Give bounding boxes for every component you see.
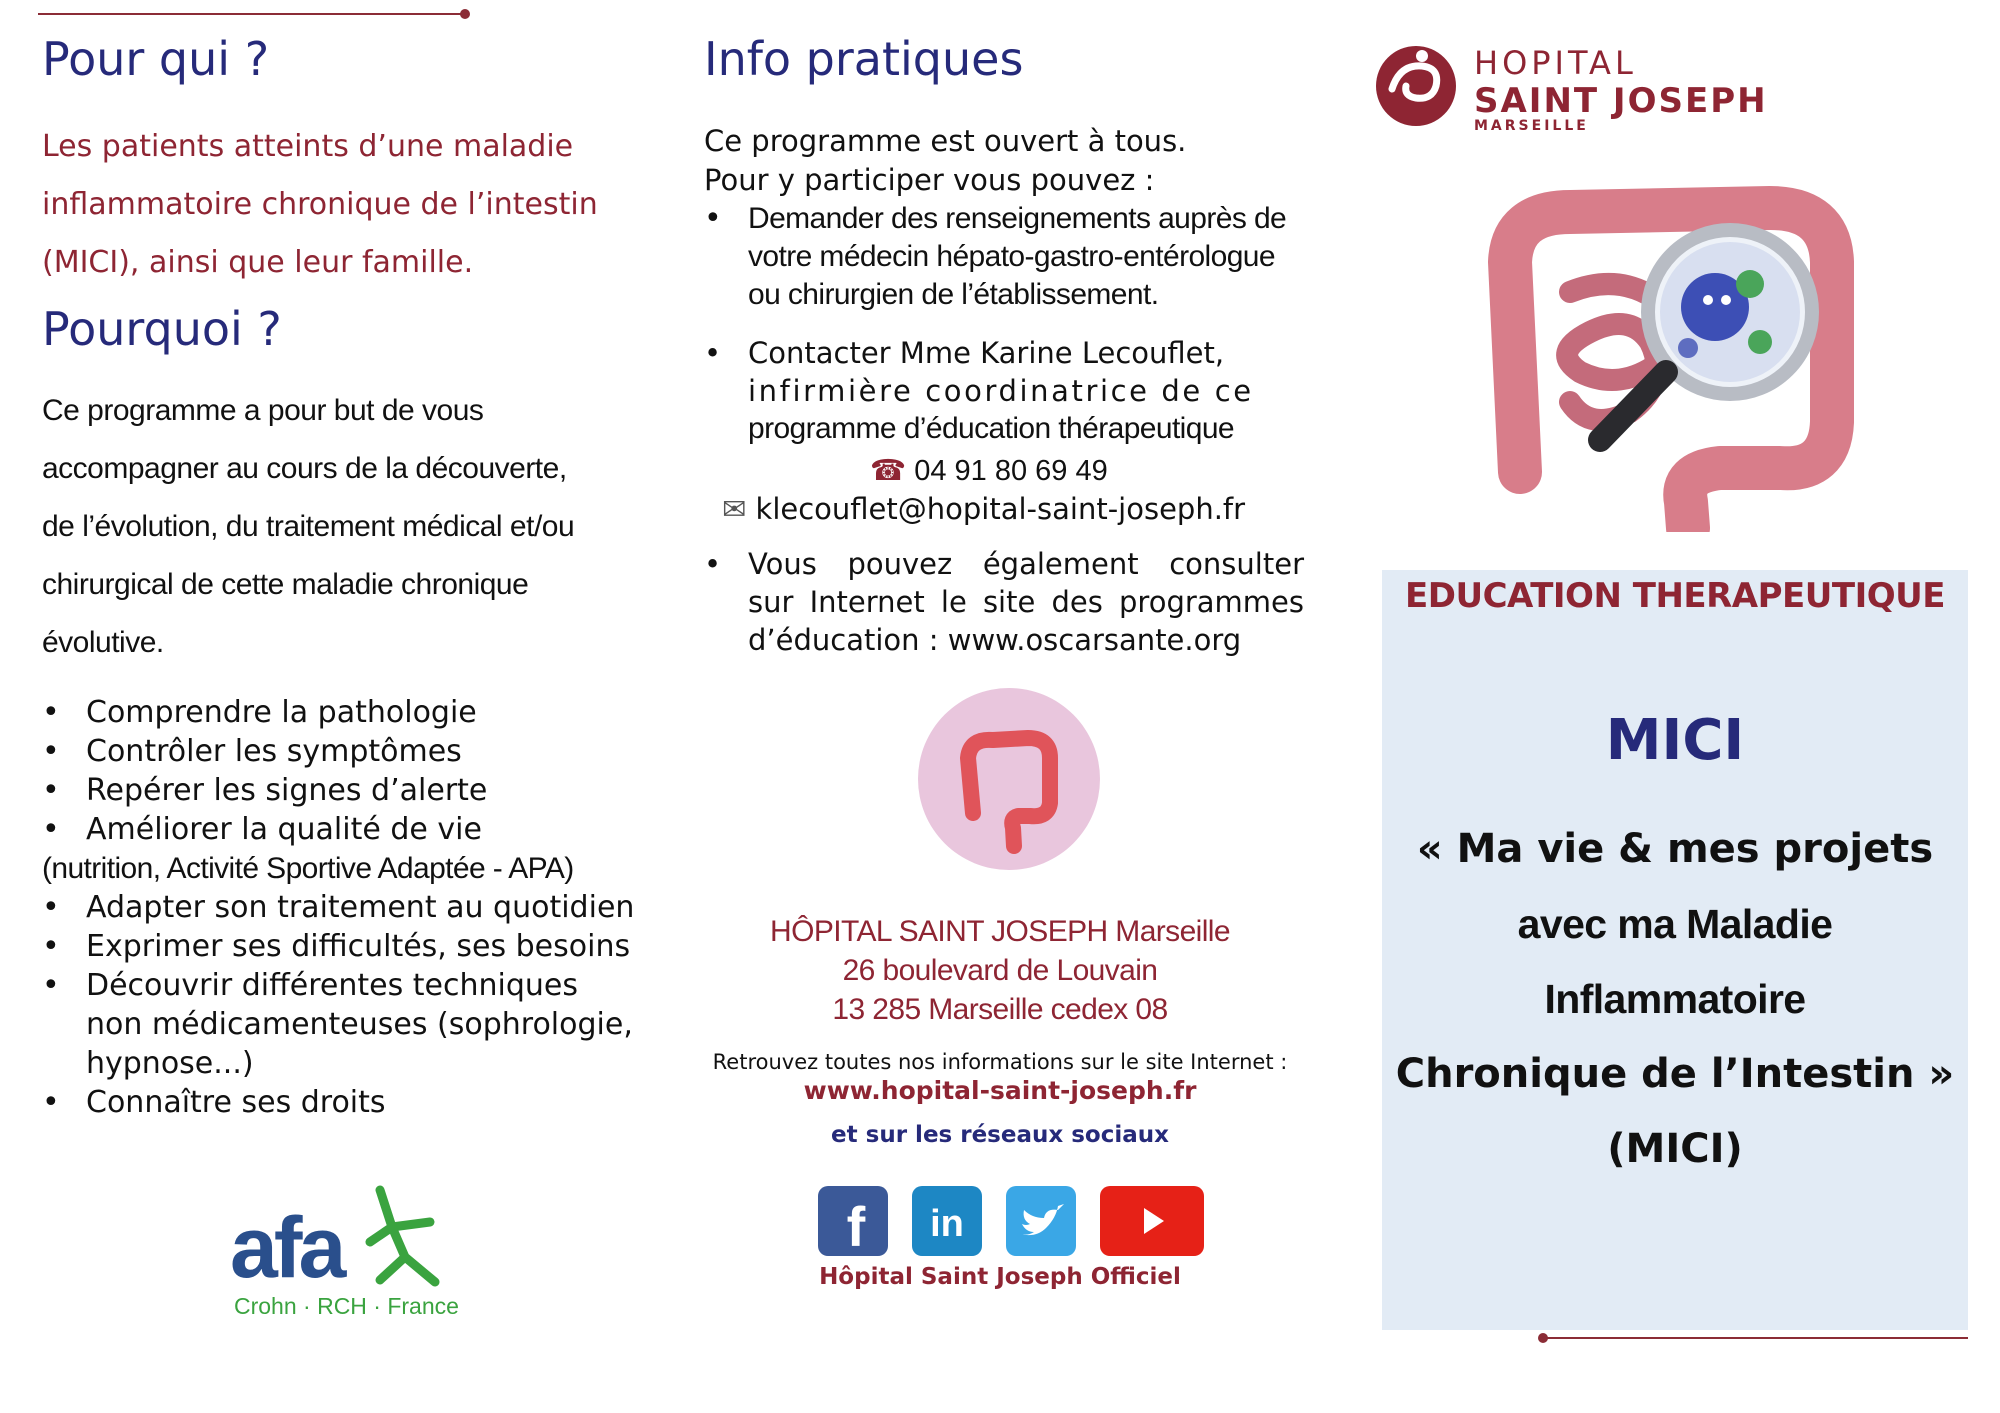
subtitle-line: avec ma Maladie Inflammatoire [1517, 901, 1833, 1022]
info-intro-line: Ce programme est ouvert à tous. [704, 124, 1187, 158]
list-item: • Vous pouvez également consulter sur Internet le site des programmes d’éducation : www.oscarsante.org [704, 547, 1304, 657]
list-item-continuation: hypnose...) [86, 1046, 254, 1081]
top-divider [38, 13, 466, 15]
address-line: 26 boulevard de Louvain [842, 954, 1158, 987]
pourquoi-line: évolutive. [42, 626, 164, 659]
pourquoi-line: Ce programme a pour but de vous [42, 394, 484, 427]
pourquoi-text [42, 382, 642, 672]
twitter-icon[interactable] [1006, 1186, 1076, 1256]
website-note: Retrouvez toutes nos informations sur le site Internet : [712, 1050, 1288, 1074]
pourquoi-heading: Pourquoi ? [42, 302, 282, 356]
hospital-logo-line2: SAINT JOSEPH [1474, 81, 1768, 121]
pourquoi-line: accompagner au cours de la découverte, [42, 452, 567, 485]
afa-logo-tagline: Crohn · RCH · France [234, 1293, 459, 1319]
phone-line [870, 452, 1150, 490]
list-item: • Découvrir différentes techniques [42, 968, 578, 1003]
list-item: • Connaître ses droits [42, 1085, 386, 1120]
youtube-icon[interactable] [1100, 1186, 1204, 1256]
hospital-logo [1370, 34, 1770, 138]
pour-qui-heading: Pour qui ? [42, 32, 270, 86]
bottom-divider-dot [1538, 1333, 1548, 1343]
colon-icon [918, 688, 1100, 870]
list-item: • Repérer les signes d’alerte [42, 773, 488, 808]
subtitle-line: « Ma vie & mes projets [1416, 826, 1934, 872]
afa-logo [230, 1182, 460, 1322]
info-intro [704, 122, 1324, 200]
pour-qui-text [42, 118, 642, 292]
cover-title: MICI [1605, 708, 1745, 773]
info-list-more [704, 545, 1304, 659]
objectives-list [42, 693, 662, 1122]
envelope-icon: ✉ [722, 492, 747, 526]
email-line [722, 490, 1342, 528]
education-label: EDUCATION THERAPEUTIQUE [1405, 576, 1945, 616]
list-item: • Contacter Mme Karine Lecouflet, infirmière coordinatrice de ce programme d’éducation thérapeutique [704, 336, 1254, 445]
list-item-continuation: (nutrition, Activité Sportive Adaptée - APA) [42, 852, 574, 885]
hospital-address [700, 912, 1300, 1029]
hospital-logo-line1: HOPITAL [1474, 44, 1637, 82]
subtitle-line: Chronique de l’Intestin » [1395, 1051, 1955, 1097]
bottom-divider [1544, 1337, 1968, 1339]
list-item-continuation: non médicamenteuses (sophrologie, [86, 1007, 633, 1042]
list-item: • Améliorer la qualité de vie [42, 812, 482, 847]
colon-illustration [918, 688, 1100, 870]
pourquoi-line: chirurgical de cette maladie chronique [42, 568, 529, 601]
website-link[interactable]: www.hopital-saint-joseph.fr [803, 1076, 1197, 1105]
pour-qui-line: Les patients atteints d’une maladie [42, 129, 574, 164]
top-divider-dot [460, 9, 470, 19]
list-item: • Contrôler les symptômes [42, 734, 462, 769]
subtitle-line: (MICI) [1607, 1126, 1743, 1172]
info-intro-line: Pour y participer vous pouvez : [704, 163, 1155, 197]
hospital-logo-emblem-icon [1376, 46, 1456, 126]
list-item: • Exprimer ses difficultés, ses besoins [42, 929, 631, 964]
list-item: • Adapter son traitement au quotidien [42, 890, 635, 925]
pour-qui-line: inflammatoire chronique de l’intestin [42, 187, 598, 222]
linkedin-icon[interactable] [912, 1186, 982, 1256]
phone-number[interactable]: 04 91 80 69 49 [914, 455, 1108, 487]
list-item: • Demander des renseignements auprès de votre médecin hépato-gastro-entérologue ou chirurgien de l’établissement. [704, 201, 1287, 311]
social-account-name: Hôpital Saint Joseph Officiel [819, 1264, 1181, 1290]
pourquoi-line: de l’évolution, du traitement médical et/ou [42, 510, 575, 543]
list-item: • Comprendre la pathologie [42, 695, 477, 730]
social-icons [818, 1186, 1204, 1256]
info-pratiques-heading: Info pratiques [704, 32, 1024, 86]
afa-figure-icon [370, 1190, 435, 1282]
svg-text:f: f [846, 1195, 866, 1256]
address-line: 13 285 Marseille cedex 08 [832, 993, 1168, 1026]
hospital-logo-line3: MARSEILLE [1474, 118, 1589, 134]
facebook-icon[interactable] [818, 1186, 888, 1256]
afa-logo-name: afa [230, 1200, 343, 1296]
email-link[interactable]: klecouflet@hopital-saint-joseph.fr [755, 492, 1246, 526]
pour-qui-line: (MICI), ainsi que leur famille. [42, 245, 474, 280]
svg-text:in: in [930, 1203, 964, 1245]
intestine-magnifier-illustration [1480, 172, 1860, 532]
phone-icon: ☎ [870, 455, 907, 487]
social-note: et sur les réseaux sociaux [831, 1122, 1169, 1148]
address-line: HÔPITAL SAINT JOSEPH Marseille [770, 915, 1230, 948]
info-list [704, 200, 1304, 448]
cover-subtitle [1382, 812, 1968, 1187]
